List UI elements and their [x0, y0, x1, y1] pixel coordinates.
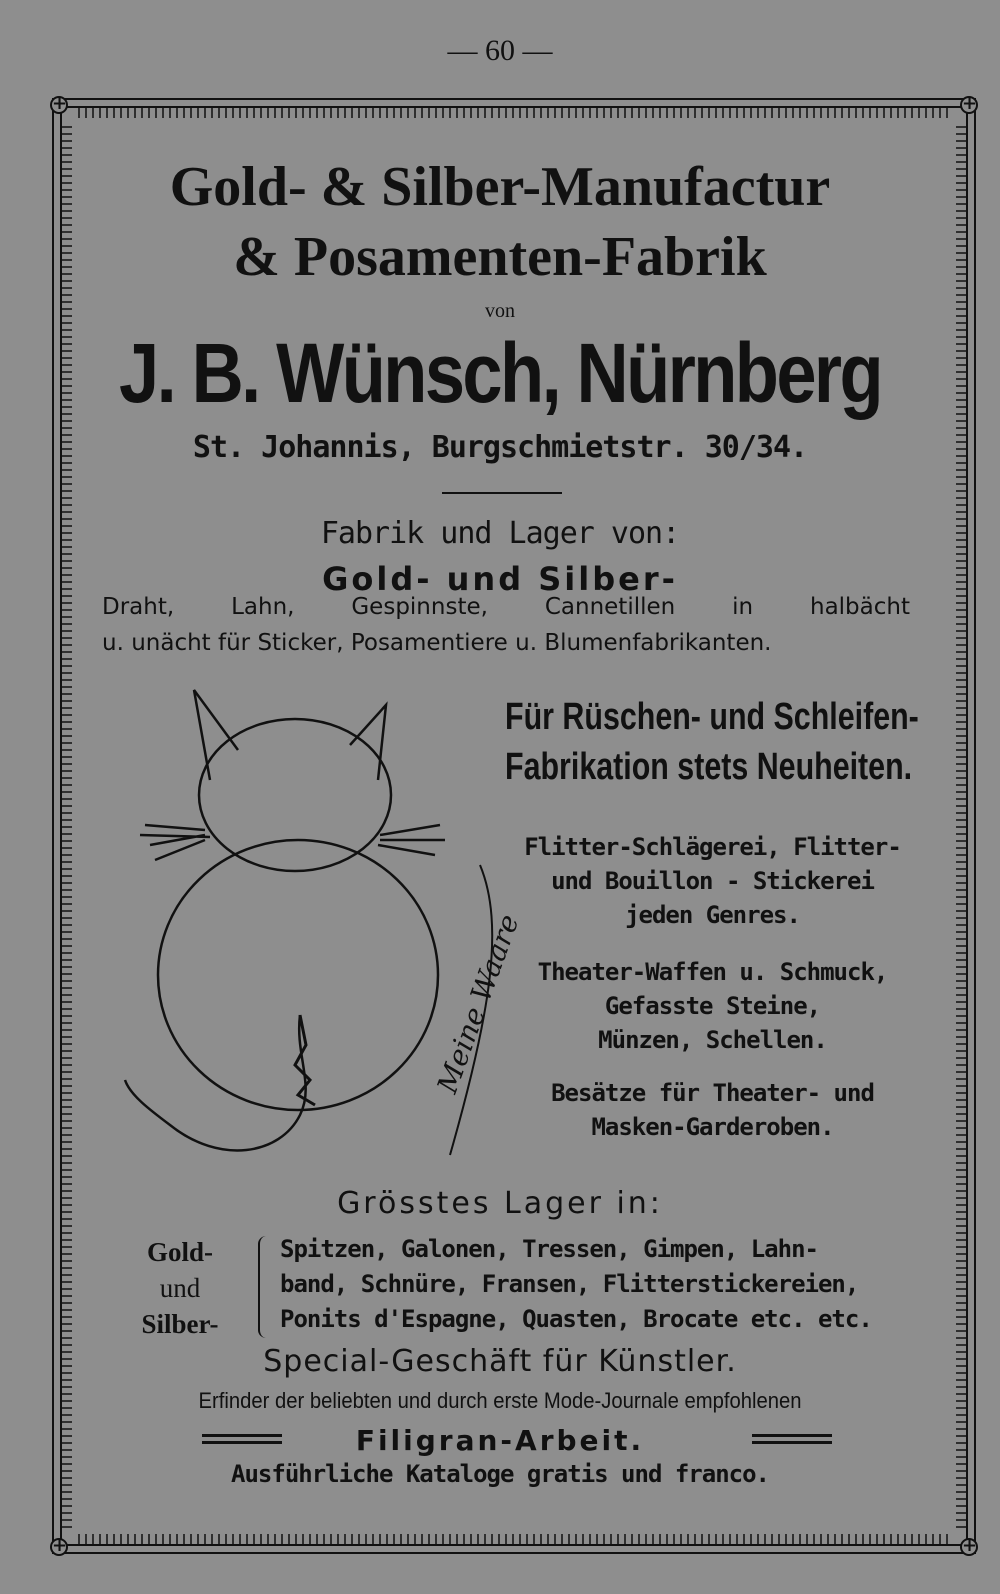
address: St. Johannis, Burgschmietstr. 30/34.: [192, 430, 808, 465]
corner-ornament-icon: [50, 1538, 68, 1556]
page-number: — 60 —: [447, 34, 553, 67]
cat-illustration: [110, 685, 526, 1185]
gold-silber-heading: Gold- und Silber-: [322, 560, 678, 598]
corner-ornament-icon: [960, 96, 978, 114]
groesstes-lager-heading: Grösstes Lager in:: [337, 1186, 663, 1221]
ruschen-line-1: Für Rüschen- und Schleifen-: [505, 696, 919, 738]
border-strip-right: [956, 124, 966, 1528]
products-line-1: Draht, Lahn, Gespinnste, Cannetillen in halbächt: [102, 594, 910, 620]
headline-line-2: & Posamenten-Fabrik: [233, 226, 767, 288]
theater-line-3: Münzen, Schellen.: [598, 1026, 827, 1054]
lager-list-line-2: band, Schnüre, Fransen, Flitterstickereien,: [280, 1270, 859, 1298]
kataloge-line: Ausführliche Kataloge gratis und franco.: [231, 1460, 769, 1488]
fabrik-lager-heading: Fabrik und Lager von:: [320, 516, 680, 551]
ruschen-block: [505, 692, 921, 792]
corner-ornament-icon: [960, 1538, 978, 1556]
cat-signature-text: Meine Waare: [430, 910, 526, 1098]
gold-silber-label: [105, 1234, 255, 1342]
flitter-line-3: jeden Genres.: [625, 901, 800, 929]
special-geschaeft: Special-Geschäft für Künstler.: [263, 1344, 737, 1379]
headline-line-1: Gold- & Silber-Manufactur: [169, 156, 831, 218]
products-line-2: u. unächt für Sticker, Posamentiere u. Blumenfabrikanten.: [102, 630, 772, 656]
flitter-line-1: Flitter-Schlägerei, Flitter-: [524, 833, 901, 861]
filigran-heading: Filigran-Arbeit.: [355, 1424, 645, 1457]
flitter-line-2: und Bouillon - Stickerei: [551, 867, 874, 895]
besaetze-line-2: Masken-Garderoben.: [591, 1113, 834, 1141]
theater-block: [505, 955, 920, 1057]
flitter-block: [505, 830, 920, 932]
lager-list-line-1: Spitzen, Galonen, Tressen, Gimpen, Lahn-: [280, 1235, 818, 1263]
double-rule-right: [752, 1434, 832, 1444]
lager-list: [280, 1232, 920, 1337]
corner-ornament-icon: [50, 96, 68, 114]
ruschen-line-2: Fabrikation stets Neuheiten.: [505, 746, 913, 788]
von-label: von: [485, 300, 515, 322]
besaetze-line-1: Besätze für Theater- und: [551, 1079, 874, 1107]
erfinder-line: Erfinder der beliebten und durch erste Mode-Journale empfohlenen: [198, 1388, 802, 1413]
border-strip-top: [78, 108, 950, 118]
besaetze-block: [505, 1076, 920, 1144]
brace-icon: [258, 1236, 272, 1338]
theater-line-2: Gefasste Steine,: [604, 992, 821, 1020]
lager-list-line-3: Ponits d'Espagne, Quasten, Brocate etc. etc.: [280, 1305, 872, 1333]
theater-line-1: Theater-Waffen u. Schmuck,: [537, 958, 888, 986]
gs-und: und: [159, 1273, 201, 1303]
divider: [442, 492, 562, 494]
border-strip-bottom: [78, 1534, 950, 1544]
gs-gold: Gold-: [146, 1237, 213, 1267]
gs-silber: Silber-: [141, 1309, 219, 1339]
firm-name: J. B. Wünsch, Nürnberg: [118, 326, 882, 420]
